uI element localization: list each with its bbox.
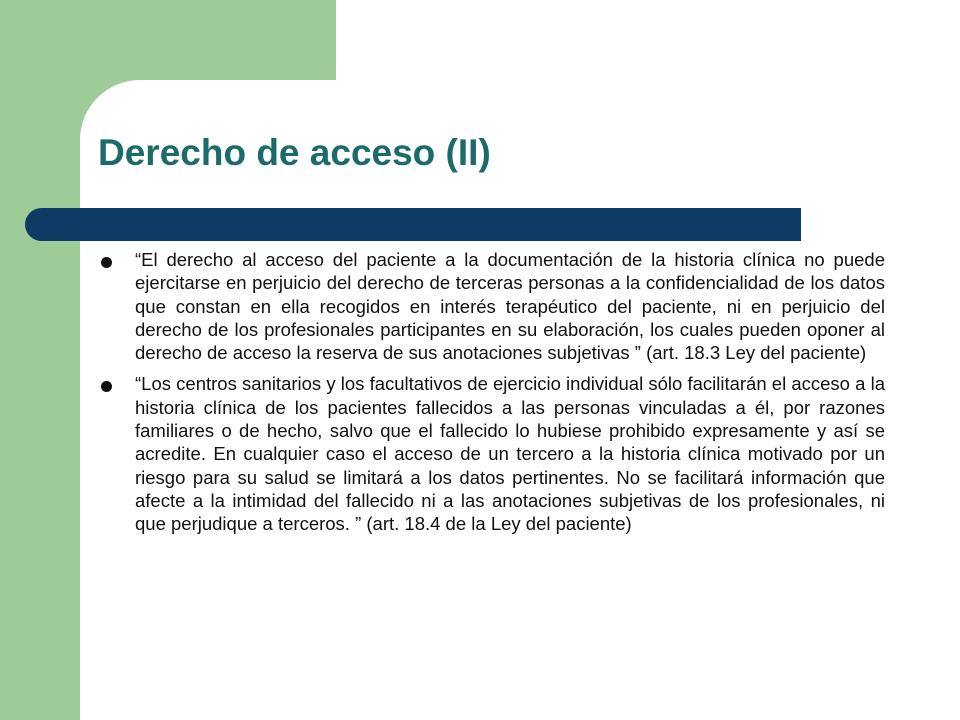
bullet-dot-icon — [101, 257, 112, 268]
title-underline-bar — [25, 208, 801, 241]
slide-title: Derecho de acceso (II) — [98, 132, 491, 173]
bullet-list — [100, 248, 885, 544]
decorative-green-top — [0, 0, 336, 80]
list-item — [100, 372, 885, 535]
bullet-text: “El derecho al acceso del paciente a la documentación de la historia clínica no puede ejercitarse en perjuicio del derecho de terceras personas a la confidencialidad de los datos que constan en ella recogidos en interés terapéutico del paciente, ni en perjuicio del derecho de los profesionales participantes en su elaboración, los cuales pueden oponer al derecho de acceso la reserva de sus anotaciones subjetivas ” (art. 18.3 Ley del paciente) — [135, 249, 885, 364]
decorative-green-band — [0, 0, 80, 720]
bullet-dot-icon — [101, 381, 112, 392]
bullet-text: “Los centros sanitarios y los facultativos de ejercicio individual sólo facilitarán el acceso a la historia clínica de los pacientes fallecidos a las personas vinculadas a él, por razones familiares o de hecho, salvo que el fallecido lo hubiese prohibido expresamente y así se acredite. En cualquier caso el acceso de un tercero a la historia clínica motivado por un riesgo para su salud se limitará a los datos pertinentes. No se facilitará información que afecte a la intimidad del fallecido ni a las anotaciones subjetivas de los profesionales, ni que perjudique a terceros. ” (art. 18.4 de la Ley del paciente) — [135, 373, 885, 535]
list-item — [100, 248, 885, 364]
